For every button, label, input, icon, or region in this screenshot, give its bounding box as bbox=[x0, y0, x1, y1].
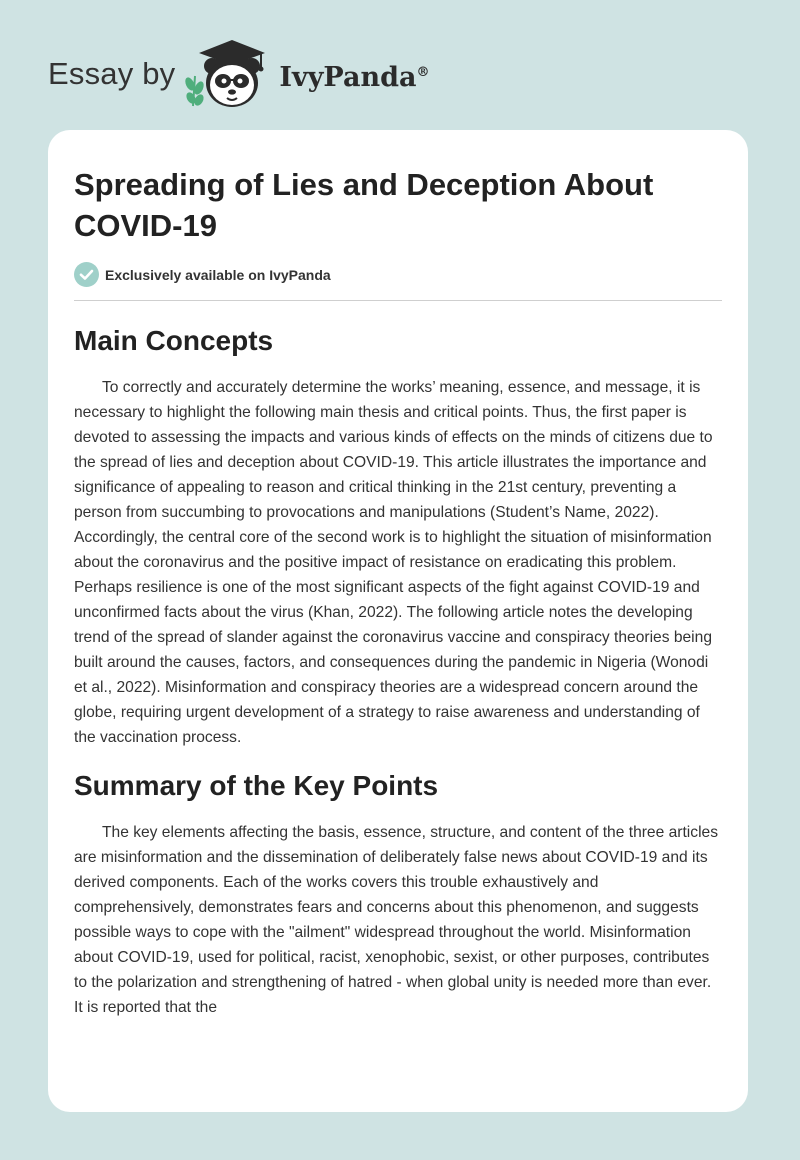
brand-name bbox=[279, 62, 429, 93]
essay-card bbox=[48, 130, 748, 1112]
panda-logo-icon bbox=[185, 36, 273, 112]
registered-mark: ® bbox=[416, 64, 430, 80]
section-paragraph-main-concepts: To correctly and accurately determine the works’ meaning, essence, and message, it is necessary to highlight the following main thesis and critical points. Thus, the first paper is devoted to assessing the impacts and various kinds of effects on the minds of citizens due to the spread of lies and deception about COVID-19. This article illustrates the importance and significance of appealing to reason and critical thinking in the 21st century, preventing a person from succumbing to provocations and manipulations (Student’s Name, 2022). Accordingly, the central core of the second work is to highlight the situation of misinformation about the coronavirus and the positive impact of resistance on eradicating this problem. Perhaps resilience is one of the most significant aspects of the fight against COVID-19 and unconfirmed facts about the virus (Khan, 2022). The following article notes the developing trend of the spread of slander against the coronavirus vaccine and conspiracy theories being built around the causes, factors, and consequences during the pandemic in Nigeria (Wonodi et al., 2022). Misinformation and conspiracy theories are a widespread concern around the globe, requiring urgent development of a strategy to raise awareness and understanding of the vaccination process. bbox=[74, 379, 713, 746]
section-paragraph-summary: The key elements affecting the basis, essence, structure, and content of the three articles are misinformation and the dissemination of deliberately false news about COVID-19 and its derived components. Each of the works covers this trouble exhaustively and comprehensively, demonstrates fears and concerns about this phenomenon, and suggests possible ways to cope with the "ailment" widespread throughout the world. Misinformation about COVID-19, used for political, racist, xenophobic, sexist, or other purposes, contributes to the polarization and strengthening of hatred - when global unity is needed more than ever. It is reported that the bbox=[74, 824, 719, 1016]
brand-name-text: IvyPanda bbox=[279, 61, 417, 93]
exclusive-badge-text: Exclusively available on IvyPanda bbox=[105, 266, 331, 283]
check-circle-icon bbox=[74, 262, 99, 287]
section-heading-main-concepts: Main Concepts bbox=[74, 325, 274, 356]
section-heading-summary: Summary of the Key Points bbox=[74, 770, 439, 801]
exclusive-badge bbox=[74, 262, 722, 301]
essay-title: Spreading of Lies and Deception About COVID-19 bbox=[74, 167, 654, 243]
brand-header[interactable] bbox=[48, 34, 429, 114]
brand-prefix: Essay by bbox=[48, 56, 176, 91]
